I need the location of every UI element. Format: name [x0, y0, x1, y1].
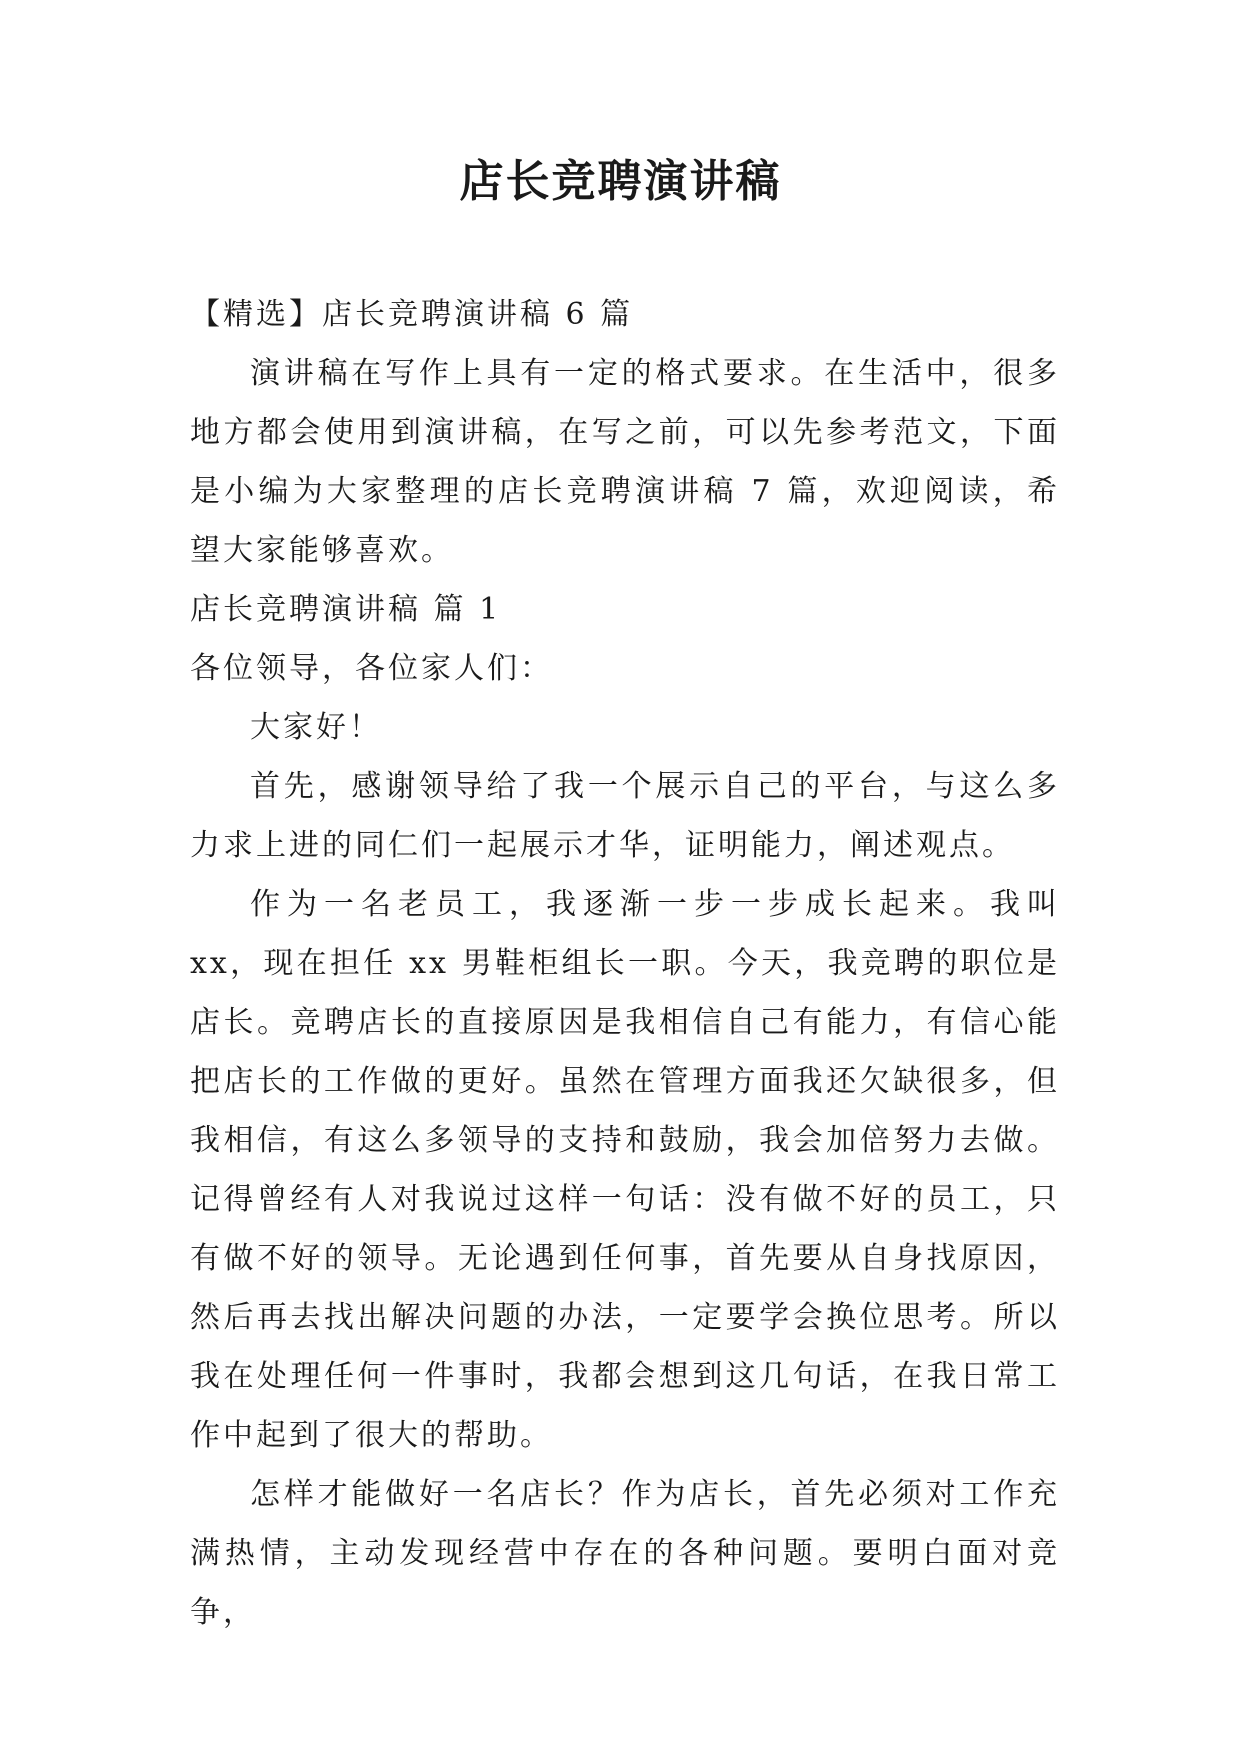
document-title: 店长竞聘演讲稿 [459, 156, 782, 207]
intro-paragraph: 演讲稿在写作上具有一定的格式要求。在生活中，很多地方都会使用到演讲稿，在写之前，可以先参考范文，下面是小编为大家整理的店长竞聘演讲稿 7 篇，欢迎阅读，希望大家能够喜欢。 [190, 356, 1060, 568]
body-paragraph-3: 怎样才能做好一名店长？作为店长，首先必须对工作充满热情，主动发现经营中存在的各种问题。要明白面对竞争， [190, 1477, 1060, 1630]
greeting: 大家好！ [250, 710, 382, 745]
section-heading: 店长竞聘演讲稿 篇 1 [190, 592, 502, 627]
salutation: 各位领导，各位家人们： [190, 651, 553, 686]
body-paragraph-2: 作为一名老员工，我逐渐一步一步成长起来。我叫 xx，现在担任 xx 男鞋柜组长一职。今天，我竞聘的职位是店长。竞聘店长的直接原因是我相信自己有能力，有信心能把店长的工作做的更好。虽然在管理方面我还欠缺很多，但我相信，有这么多领导的支持和鼓励，我会加倍努力去做。记得曾经有人对我说过这样一句话：没有做不好的员工，只有做不好的领导。无论遇到任何事，首先要从自身找原因，然后再去找出解决问题的办法，一定要学会换位思考。所以我在处理任何一件事时，我都会想到这几句话，在我日常工作中起到了很大的帮助。 [190, 887, 1060, 1453]
body-paragraph-1: 首先，感谢领导给了我一个展示自己的平台，与这么多力求上进的同仁们一起展示才华，证明能力，阐述观点。 [190, 769, 1060, 863]
document-subtitle: 【精选】店长竞聘演讲稿 6 篇 [190, 297, 634, 332]
document-body [190, 285, 1060, 1642]
